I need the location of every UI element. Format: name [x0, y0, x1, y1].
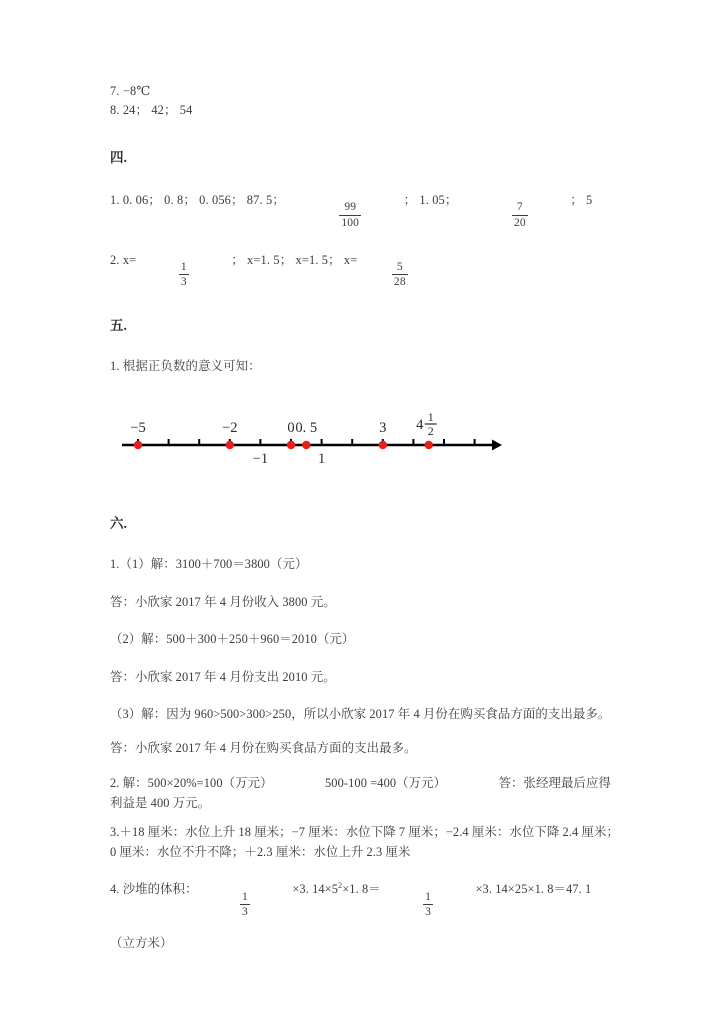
number-line-point	[302, 441, 310, 449]
six-para-6: 答：小欣家 2017 年 4 月份在购买食品方面的支出最多。	[110, 740, 417, 755]
item-1-mid: ； 1. 05；	[403, 193, 458, 207]
profit-calc-1: 2. 解：500×20%=100（万元）	[110, 776, 273, 791]
number-line-point	[287, 441, 295, 449]
fraction-1-3-c: $\frac{1}{3}$	[425, 890, 432, 918]
number-line-point	[379, 441, 387, 449]
exponent: 2	[338, 881, 343, 891]
section-four-item-1	[110, 191, 622, 229]
profit-answer: 答：张经理最后应得利益是 400 万元。	[110, 776, 611, 810]
mixed-whole: 4	[416, 417, 424, 434]
six-para-4: 答：小欣家 2017 年 4 月份支出 2010 元。	[110, 669, 336, 684]
fraction-5-28: $\frac{5}{28}$	[393, 261, 406, 289]
volume-mid-2: ×1. 8＝	[342, 882, 381, 897]
number-line-svg	[110, 400, 622, 486]
number-line-label: −5	[130, 420, 146, 437]
six-para-3: （2）解：500＋300＋250＋960＝2010（元）	[110, 632, 355, 647]
item-2-label: 2. x=	[110, 252, 137, 267]
volume-mid-1: ×3. 14×5	[292, 882, 339, 897]
number-line-point	[425, 441, 433, 449]
number-line-figure	[110, 400, 622, 486]
volume-unit: （立方米）	[110, 935, 173, 950]
volume-tail: ×3. 14×25×1. 8＝47. 1	[475, 882, 592, 897]
number-line-label: 0. 5	[295, 420, 318, 437]
page-content	[110, 82, 622, 953]
six-volume-item	[110, 876, 622, 918]
item-1-label: 1. 0. 06； 0. 8； 0. 056； 87. 5；	[110, 193, 285, 207]
six-para-5: （3）解：因为 960>500>300>250，所以小欣家 2017 年 4 月份在购买食品方面的支出最多。	[110, 707, 611, 722]
section-heading-six: 六.	[110, 516, 127, 532]
mixed-numerator: 1	[427, 410, 434, 425]
axis-arrowhead	[492, 440, 502, 451]
number-line-label: 0	[287, 420, 295, 437]
section-five-item-1: 1. 根据正负数的意义可知：	[110, 359, 261, 374]
six-para-7	[110, 774, 622, 813]
number-line-label: −1	[252, 451, 269, 468]
fraction-1-3-a: $\frac{1}{3}$	[180, 261, 187, 289]
profit-calc-2: 500-100 =400（万元）	[325, 776, 447, 791]
six-para-2: 答：小欣家 2017 年 4 月份收入 3800 元。	[110, 594, 336, 609]
six-para-8: 3.＋18 厘米：水位上升 18 厘米；−7 厘米：水位下降 7 厘米；−2.4 厘米：水位下降 2.4 厘米；0 厘米：水位不升不降；＋2.3 厘米：水位上升 2.3 厘米	[110, 825, 620, 859]
section-four-item-2	[110, 251, 622, 289]
number-line-point	[226, 441, 234, 449]
answer-line-7: 7. −8℃	[110, 84, 151, 98]
answer-line-8: 8. 24； 42； 54	[110, 103, 193, 117]
number-line-point	[134, 441, 142, 449]
fraction-7-20: $\frac{7}{20}$	[513, 201, 526, 229]
fraction-99-100: $\frac{99}{100}$	[341, 201, 360, 229]
volume-label: 4. 沙堆的体积：	[110, 882, 198, 897]
section-heading-four: 四.	[110, 150, 127, 165]
mixed-denominator: 2	[427, 424, 434, 439]
number-line-label: −2	[222, 420, 238, 437]
number-line-label: 1	[317, 451, 326, 468]
number-line-label: 3	[379, 420, 387, 437]
fraction-1-3-b: $\frac{1}{3}$	[242, 890, 248, 918]
six-para-1: 1.（1）解：3100＋700＝3800（元）	[110, 557, 308, 572]
item-2-mid: ； x=1. 5； x=1. 5； x=	[231, 252, 358, 267]
item-1-tail: ； 5	[570, 193, 593, 207]
section-heading-five: 五.	[110, 318, 127, 334]
